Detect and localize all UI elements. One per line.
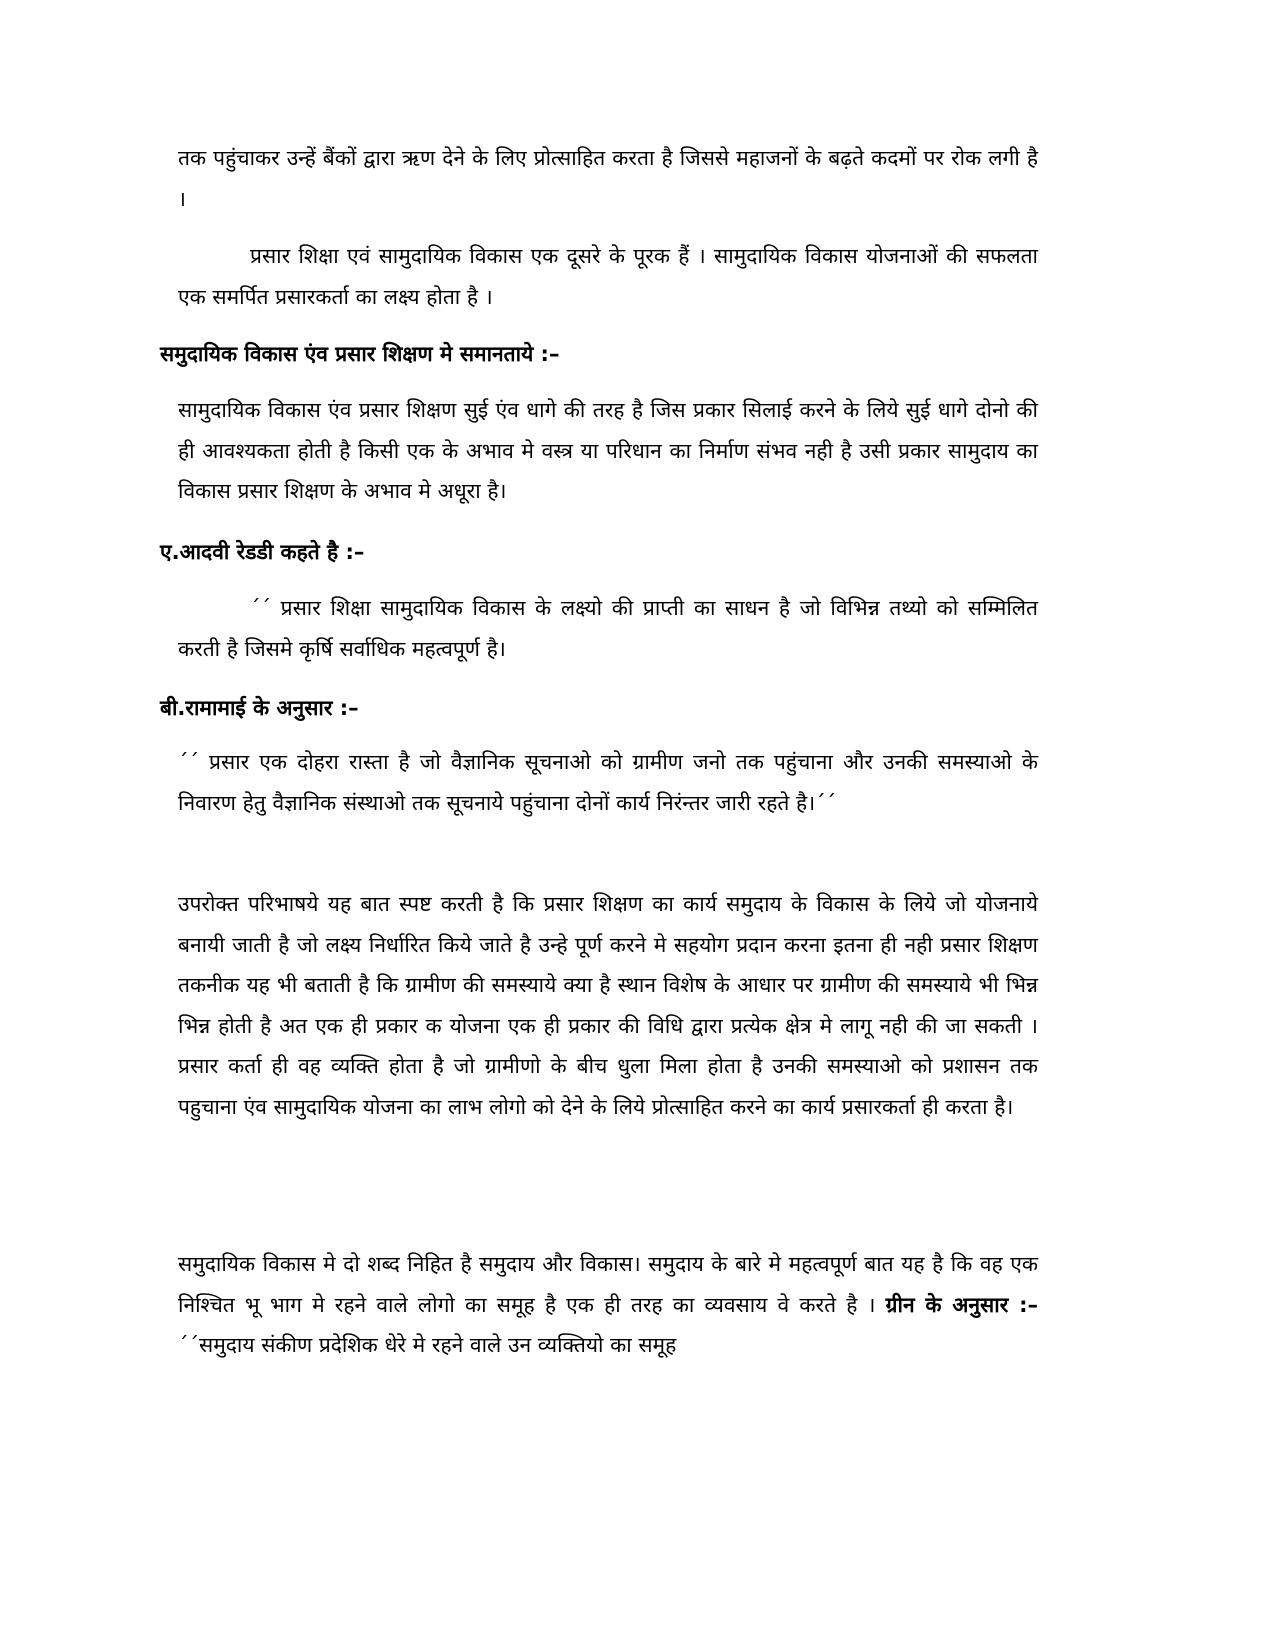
paragraph-6: उपरोक्त परिभाषये यह बात स्पष्ट करती है कि प्रसार शिक्षण का कार्य समुदाय के विकास के लिये जो योजनाये बनायी जाती है जो लक्ष्य निर्धारित किये जाते है उन्हे पूर्ण करने मे सहयोग प्रदान करना इतना ही नही प्रसार शिक्षण तकनीक यह भी बताती है कि ग्रामीण की समस्याये क्या है स्थान विशेष के आधार पर ग्रामीण की समस्याये भी भिन्न भिन्न होती है अत एक ही प्रकार क योजना एक ही प्रकार की विधि द्वारा प्रत्येक क्षेत्र मे लागू नही की जा सकती । प्रसार कर्ता ही वह व्यक्ति होता है जो ग्रामीणो के बीच धुला मिला होता है उनकी समस्याओ को प्रशासन तक पहुचाना एंव सामुदायिक योजना का लाभ लोगो को देने के लिये प्रोत्साहित करने का कार्य प्रसारकर्ता ही करता है। bbox=[178, 892, 1038, 1119]
paragraph-5: ´´ प्रसार एक दोहरा रास्ता है जो वैज्ञानिक सूचनाओ को ग्रामीण जनो तक पहुंचाना और उनकी समस्याओ के निवारण हेतु वैज्ञानिक संस्थाओ तक सूचनाये पहुंचाना दोनों कार्य निरंन्तर जारी रहते है।´´ bbox=[178, 750, 1038, 815]
paragraph-4: ´´ प्रसार शिक्षा सामुदायिक विकास के लक्ष्यो की प्राप्ती का साधन है जो विभिन्न तथ्यो को सम्मिलित करती है जिसमे कृर्षि सर्वाधिक महत्वपूर्ण है। bbox=[178, 596, 1038, 661]
heading-similarities: समुदायिक विकास एंव प्रसार शिक्षण मे समानताये :– bbox=[160, 342, 560, 366]
paragraph-3: सामुदायिक विकास एंव प्रसार शिक्षण सुई एंव धागे की तरह है जिस प्रकार सिलाई करने के लिये सुई धागे दोनो की ही आवश्यकता होती है किसी एक के अभाव मे वस्त्र या परिधान का निर्माण संभव नही है उसी प्रकार सामुदाय का विकास प्रसार शिक्षण के अभाव मे अधूरा है। bbox=[178, 398, 1038, 503]
heading-ramamai: बी.रामामाई के अनुसार :– bbox=[160, 696, 359, 720]
heading-reddy: ए.आदवी रेडडी कहते है :– bbox=[160, 540, 365, 564]
paragraph-2: प्रसार शिक्षा एवं सामुदायिक विकास एक दूसरे के पूरक हैं । सामुदायिक विकास योजनाओं की सफलता एक समर्पित प्रसारकर्ता का लक्ष्य होता है । bbox=[178, 244, 1038, 309]
green-definition-label: ग्रीन के अनुसार :– bbox=[885, 1292, 1038, 1317]
paragraph-7 bbox=[178, 1244, 1038, 1366]
paragraph-1: तक पहुंचाकर उन्हें बैंकों द्वारा ऋण देने के लिए प्रोत्साहित करता है जिससे महाजनों के बढ़ते कदमों पर रोक लगी है । bbox=[178, 146, 1038, 211]
paragraph-7-end: ´´समुदाय संकीण प्रदेशिक धेरे मे रहने वाले उन व्यक्तियो का समूह bbox=[178, 1333, 677, 1357]
paragraph-7-start: समुदायिक विकास मे दो शब्द निहित है समुदाय और विकास। समुदाय के बारे मे महत्वपूर्ण बात यह है कि वह एक निश्चित भू भाग मे रहने वाले लोगो का समूह है एक ही तरह का व्यवसाय वे करते है । bbox=[178, 1252, 1038, 1317]
